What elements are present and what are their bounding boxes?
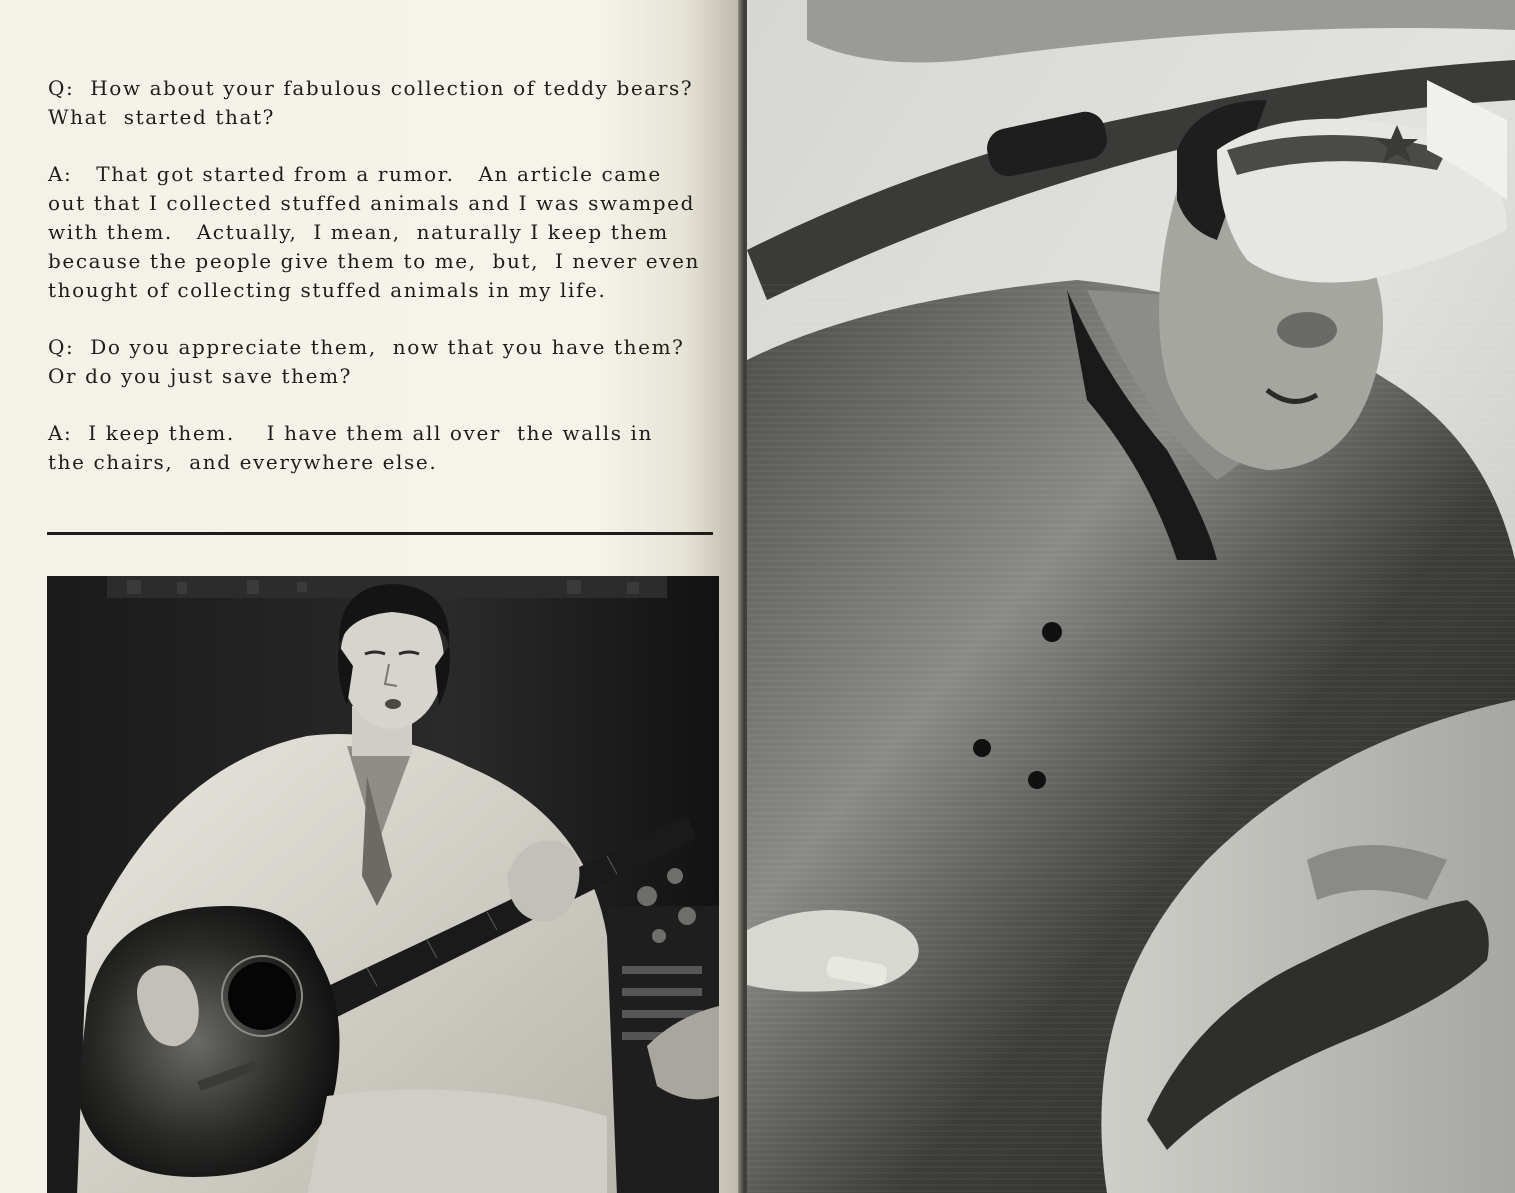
- left-page: [0, 0, 745, 1193]
- guitar-photo: [47, 576, 719, 1193]
- interview-text: [48, 74, 738, 505]
- answer-paragraph: A: I keep them. I have them all over the walls in the chairs, and everywhere else.: [48, 421, 654, 474]
- motorcycle-photo: [747, 0, 1515, 1193]
- answer-paragraph: A: That got started from a rumor. An article came out that I collected stuffed animals and I was swamped with them. Actually, I mean, naturally I keep them because the people give them to me, but, I never even thought of collecting stuffed animals in my life.: [48, 162, 701, 302]
- right-page: [747, 0, 1515, 1193]
- horizontal-rule: [47, 532, 713, 535]
- question-paragraph: Q: Do you appreciate them, now that you have them? Or do you just save them?: [48, 335, 685, 388]
- guitar-photo-illustration: [47, 576, 719, 1193]
- question-paragraph: Q: How about your fabulous collection of teddy bears? What started that?: [48, 76, 694, 129]
